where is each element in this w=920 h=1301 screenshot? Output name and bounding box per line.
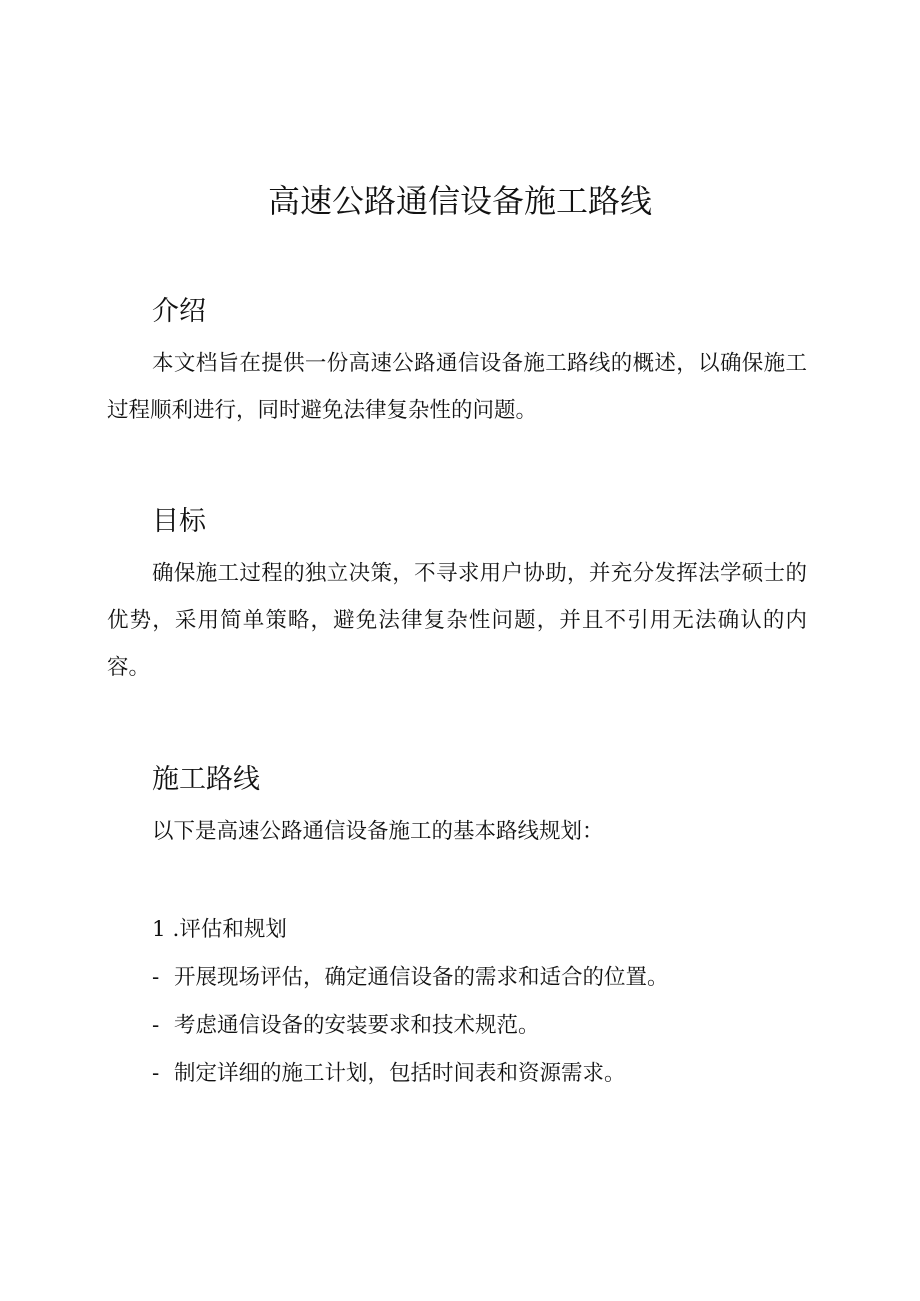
document-title: 高速公路通信设备施工路线 [267,182,652,220]
list-dash: - [152,965,160,990]
list-item-text: 制定详细的施工计划，包括时间表和资源需求。 [174,1061,626,1086]
list-dash: - [152,1013,160,1038]
list-item-text: 考虑通信设备的安装要求和技术规范。 [174,1013,540,1038]
list-item [152,1054,626,1094]
list-item [152,1006,540,1046]
list-item [152,958,669,998]
list-item-text: 开展现场评估，确定通信设备的需求和适合的位置。 [174,965,669,990]
section-paragraph-route: 以下是高速公路通信设备施工的基本路线规划： [152,819,604,844]
list-dash: - [152,1061,160,1086]
section-paragraph-goal: 确保施工过程的独立决策，不寻求用户协助，并充分发挥法学硕士的优势，采用简单策略，避免法律复杂性问题，并且不引用无法确认的内容。 [107,561,807,680]
section-paragraph-intro: 本文档旨在提供一份高速公路通信设备施工路线的概述，以确保施工过程顺利进行，同时避免法律复杂性的问题。 [107,351,807,423]
section-heading-intro: 介绍 [152,296,206,327]
section-heading-route: 施工路线 [152,764,260,795]
section-heading-goal: 目标 [152,506,206,537]
step-title: 1 .评估和规划 [152,917,287,942]
